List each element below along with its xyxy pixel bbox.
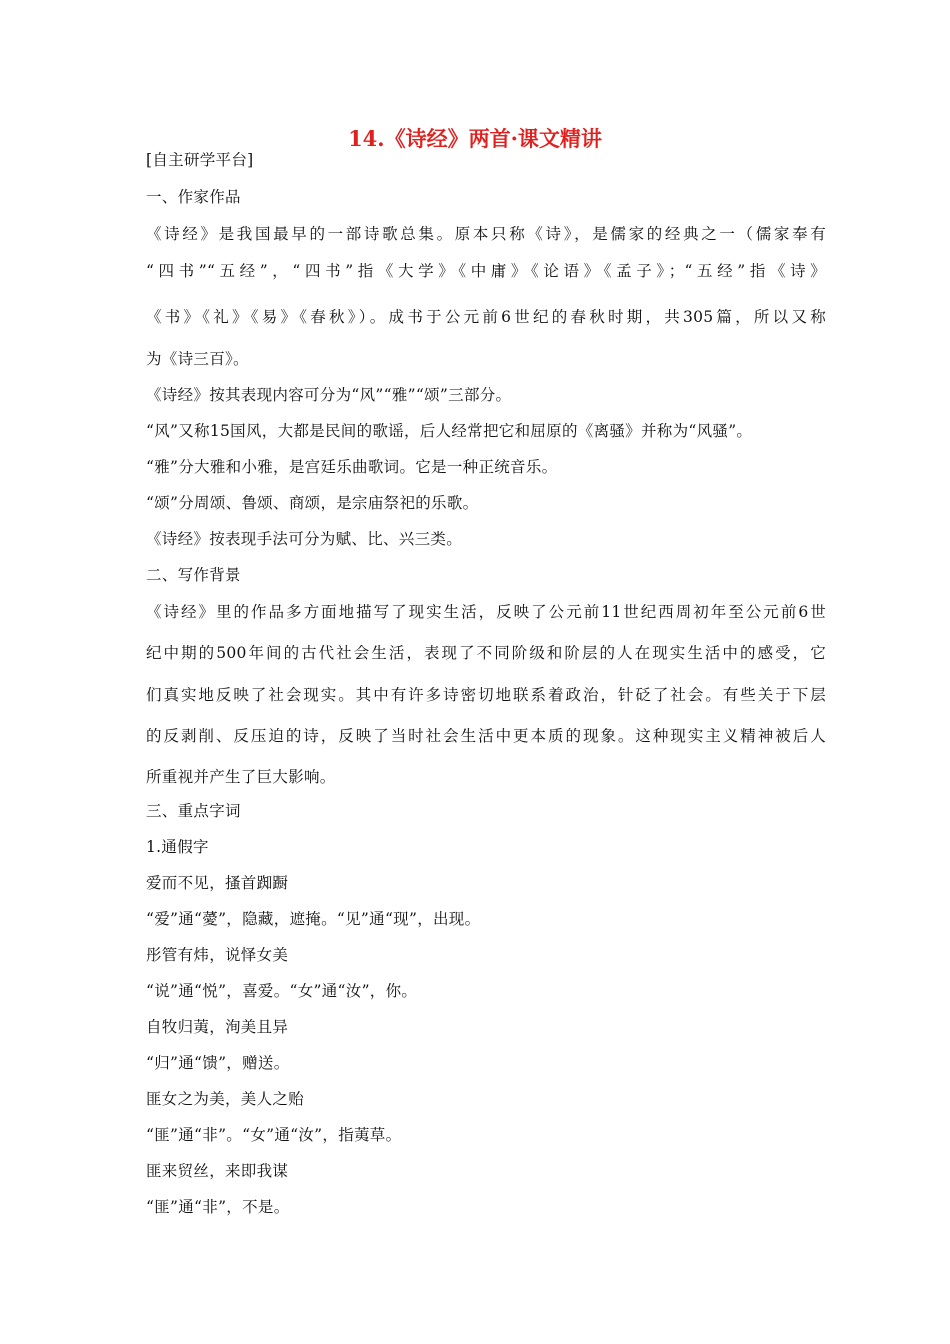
intro-line: “四书”“五经”，“四书”指《大学》《中庸》《论语》《孟子》；“五经”指《诗》 [146, 262, 826, 280]
content-division-line: 《诗经》按其表现内容可分为“风”“雅”“颂”三部分。 [146, 386, 512, 404]
heading-key-words: 三、重点字词 [146, 802, 241, 820]
verse-line: 彤管有炜，说怿女美 [146, 946, 289, 964]
intro-line: 《诗经》是我国最早的一部诗歌总集。原本只称《诗》，是儒家的经典之一（儒家奉有 [146, 225, 826, 243]
verse-line: 自牧归荑，洵美且异 [146, 1018, 289, 1036]
technique-line: 《诗经》按表现手法可分为赋、比、兴三类。 [146, 530, 463, 548]
heading-author-works: 一、作家作品 [146, 188, 241, 206]
subheading-tongjiazi: 1.通假字 [146, 838, 209, 856]
annotation-line: “匪”通“非”，不是。 [146, 1198, 290, 1216]
intro-line: 为《诗三百》。 [146, 350, 249, 368]
page-title: 14.《诗经》两首·课文精讲 [348, 126, 602, 151]
ya-line: “雅”分大雅和小雅，是宫廷乐曲歌词。它是一种正统音乐。 [146, 458, 558, 476]
verse-line: 匪女之为美，美人之贻 [146, 1090, 305, 1108]
section-label: [自主研学平台] [146, 151, 254, 169]
song-line: “颂”分周颂、鲁颂、商颂，是宗庙祭祀的乐歌。 [146, 494, 479, 512]
intro-line: 《书》《礼》《易》《春秋》）。成书于公元前6世纪的春秋时期，共305篇，所以又称 [146, 308, 826, 326]
annotation-line: “说”通“悦”，喜爱。“女”通“汝”，你。 [146, 982, 418, 1000]
background-line: 所重视并产生了巨大影响。 [146, 768, 336, 786]
annotation-line: “归”通“馈”，赠送。 [146, 1054, 290, 1072]
feng-line: “风”又称15国风，大都是民间的歌谣，后人经常把它和屈原的《离骚》并称为“风骚”。 [146, 422, 753, 440]
background-line: 们真实地反映了社会现实。其中有许多诗密切地联系着政治，针砭了社会。有些关于下层 [146, 686, 826, 704]
heading-background: 二、写作背景 [146, 566, 241, 584]
background-line: 纪中期的500年间的古代社会生活，表现了不同阶级和阶层的人在现实生活中的感受，它 [146, 644, 826, 662]
annotation-line: “爱”通“薆”，隐藏，遮掩。“见”通“现”，出现。 [146, 910, 481, 928]
annotation-line: “匪”通“非”。“女”通“汝”，指荑草。 [146, 1126, 402, 1144]
verse-line: 爱而不见，搔首踟蹰 [146, 874, 289, 892]
verse-line: 匪来贸丝，来即我谋 [146, 1162, 289, 1180]
background-line: 的反剥削、反压迫的诗，反映了当时社会生活中更本质的现象。这种现实主义精神被后人 [146, 727, 826, 745]
background-line: 《诗经》里的作品多方面地描写了现实生活，反映了公元前11世纪西周初年至公元前6世 [146, 603, 826, 621]
